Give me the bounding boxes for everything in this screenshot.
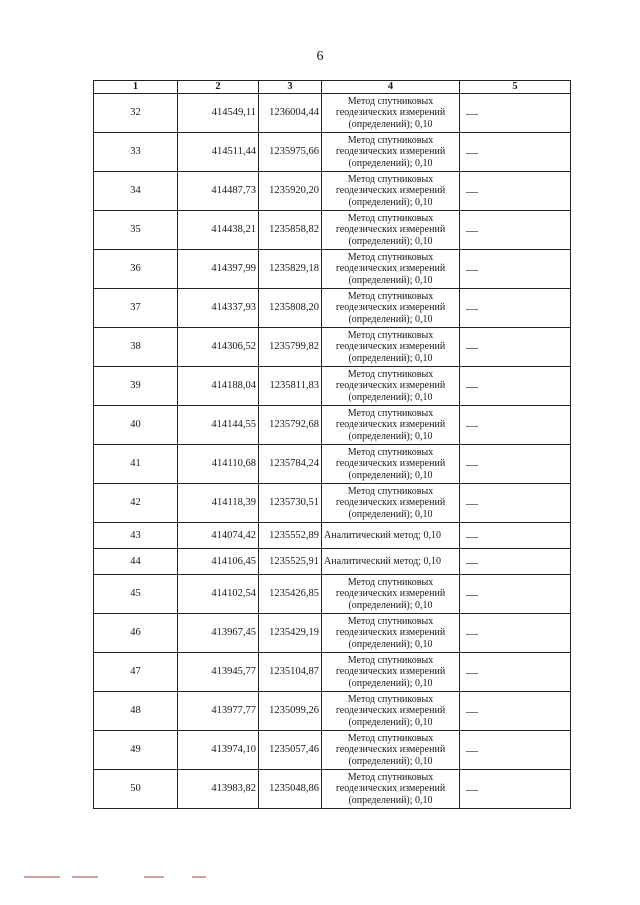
point-number-cell: 37 [94,289,178,328]
method-cell: Метод спутниковых геодезических измерений (определений); 0,10 [322,445,460,484]
point-number-cell: 33 [94,133,178,172]
point-number-cell: 36 [94,250,178,289]
y-coordinate-cell: 1235525,91 [259,549,322,575]
x-coordinate-cell: 413967,45 [178,614,259,653]
method-cell: Метод спутниковых геодезических измерений (определений); 0,10 [322,770,460,809]
x-coordinate-cell: 413945,77 [178,653,259,692]
table-row [94,94,571,133]
table-row [94,523,571,549]
scan-mark [72,876,98,878]
method-cell: Метод спутниковых геодезических измерений (определений); 0,10 [322,484,460,523]
table-header-row [94,81,571,94]
note-cell: — [460,445,571,484]
note-cell: — [460,172,571,211]
method-cell: Метод спутниковых геодезических измерений (определений); 0,10 [322,133,460,172]
point-number-cell: 40 [94,406,178,445]
note-cell: — [460,549,571,575]
point-number-cell: 35 [94,211,178,250]
point-number-cell: 44 [94,549,178,575]
method-cell: Метод спутниковых геодезических измерений (определений); 0,10 [322,406,460,445]
method-cell: Метод спутниковых геодезических измерений (определений); 0,10 [322,172,460,211]
note-cell: — [460,250,571,289]
method-cell: Метод спутниковых геодезических измерений (определений); 0,10 [322,289,460,328]
column-header: 5 [460,81,571,94]
x-coordinate-cell: 414074,42 [178,523,259,549]
method-cell: Аналитический метод; 0,10 [322,523,460,549]
point-number-cell: 50 [94,770,178,809]
point-number-cell: 43 [94,523,178,549]
method-cell: Метод спутниковых геодезических измерений (определений); 0,10 [322,367,460,406]
note-cell: — [460,523,571,549]
x-coordinate-cell: 414118,39 [178,484,259,523]
scan-mark [144,876,164,878]
x-coordinate-cell: 414144,55 [178,406,259,445]
column-header: 1 [94,81,178,94]
method-cell: Метод спутниковых геодезических измерений (определений); 0,10 [322,575,460,614]
note-cell: — [460,770,571,809]
x-coordinate-cell: 414397,99 [178,250,259,289]
x-coordinate-cell: 414306,52 [178,328,259,367]
point-number-cell: 42 [94,484,178,523]
y-coordinate-cell: 1235429,19 [259,614,322,653]
y-coordinate-cell: 1235792,68 [259,406,322,445]
y-coordinate-cell: 1235920,20 [259,172,322,211]
table-row [94,445,571,484]
y-coordinate-cell: 1235784,24 [259,445,322,484]
y-coordinate-cell: 1235426,85 [259,575,322,614]
column-header: 2 [178,81,259,94]
method-cell: Метод спутниковых геодезических измерений (определений); 0,10 [322,692,460,731]
table-row [94,172,571,211]
y-coordinate-cell: 1235730,51 [259,484,322,523]
y-coordinate-cell: 1235048,86 [259,770,322,809]
note-cell: — [460,484,571,523]
x-coordinate-cell: 414188,04 [178,367,259,406]
table-row [94,692,571,731]
method-cell: Метод спутниковых геодезических измерений (определений); 0,10 [322,614,460,653]
y-coordinate-cell: 1235975,66 [259,133,322,172]
method-cell: Метод спутниковых геодезических измерений (определений); 0,10 [322,94,460,133]
y-coordinate-cell: 1235808,20 [259,289,322,328]
table-row [94,575,571,614]
y-coordinate-cell: 1235099,26 [259,692,322,731]
y-coordinate-cell: 1235057,46 [259,731,322,770]
point-number-cell: 38 [94,328,178,367]
footer-scan-marks [24,876,324,878]
method-cell: Метод спутниковых геодезических измерений (определений); 0,10 [322,250,460,289]
note-cell: — [460,367,571,406]
method-cell: Метод спутниковых геодезических измерений (определений); 0,10 [322,653,460,692]
point-number-cell: 46 [94,614,178,653]
x-coordinate-cell: 414106,45 [178,549,259,575]
x-coordinate-cell: 413974,10 [178,731,259,770]
x-coordinate-cell: 414110,68 [178,445,259,484]
table-row [94,549,571,575]
table-row [94,406,571,445]
table-row [94,328,571,367]
table-row [94,484,571,523]
note-cell: — [460,575,571,614]
x-coordinate-cell: 414487,73 [178,172,259,211]
y-coordinate-cell: 1235811,83 [259,367,322,406]
x-coordinate-cell: 413983,82 [178,770,259,809]
x-coordinate-cell: 414102,54 [178,575,259,614]
y-coordinate-cell: 1235829,18 [259,250,322,289]
y-coordinate-cell: 1235858,82 [259,211,322,250]
x-coordinate-cell: 414511,44 [178,133,259,172]
note-cell: — [460,406,571,445]
point-number-cell: 47 [94,653,178,692]
note-cell: — [460,692,571,731]
table-row [94,614,571,653]
table-row [94,211,571,250]
note-cell: — [460,94,571,133]
y-coordinate-cell: 1235799,82 [259,328,322,367]
point-number-cell: 41 [94,445,178,484]
point-number-cell: 32 [94,94,178,133]
table-row [94,367,571,406]
method-cell: Метод спутниковых геодезических измерений (определений); 0,10 [322,328,460,367]
point-number-cell: 49 [94,731,178,770]
point-number-cell: 34 [94,172,178,211]
table-row [94,250,571,289]
y-coordinate-cell: 1236004,44 [259,94,322,133]
y-coordinate-cell: 1235104,87 [259,653,322,692]
table-row [94,731,571,770]
scan-mark [24,876,60,878]
table-row [94,653,571,692]
coordinates-table [93,80,571,809]
point-number-cell: 39 [94,367,178,406]
note-cell: — [460,328,571,367]
note-cell: — [460,653,571,692]
scan-mark [192,876,206,878]
table-row [94,289,571,328]
method-cell: Метод спутниковых геодезических измерений (определений); 0,10 [322,211,460,250]
y-coordinate-cell: 1235552,89 [259,523,322,549]
method-cell: Метод спутниковых геодезических измерений (определений); 0,10 [322,731,460,770]
column-header: 3 [259,81,322,94]
note-cell: — [460,289,571,328]
x-coordinate-cell: 413977,77 [178,692,259,731]
column-header: 4 [322,81,460,94]
note-cell: — [460,614,571,653]
x-coordinate-cell: 414438,21 [178,211,259,250]
point-number-cell: 45 [94,575,178,614]
page-number: 6 [316,49,324,64]
x-coordinate-cell: 414549,11 [178,94,259,133]
method-cell: Аналитический метод; 0,10 [322,549,460,575]
x-coordinate-cell: 414337,93 [178,289,259,328]
note-cell: — [460,133,571,172]
table-row [94,133,571,172]
point-number-cell: 48 [94,692,178,731]
note-cell: — [460,211,571,250]
note-cell: — [460,731,571,770]
table-row [94,770,571,809]
